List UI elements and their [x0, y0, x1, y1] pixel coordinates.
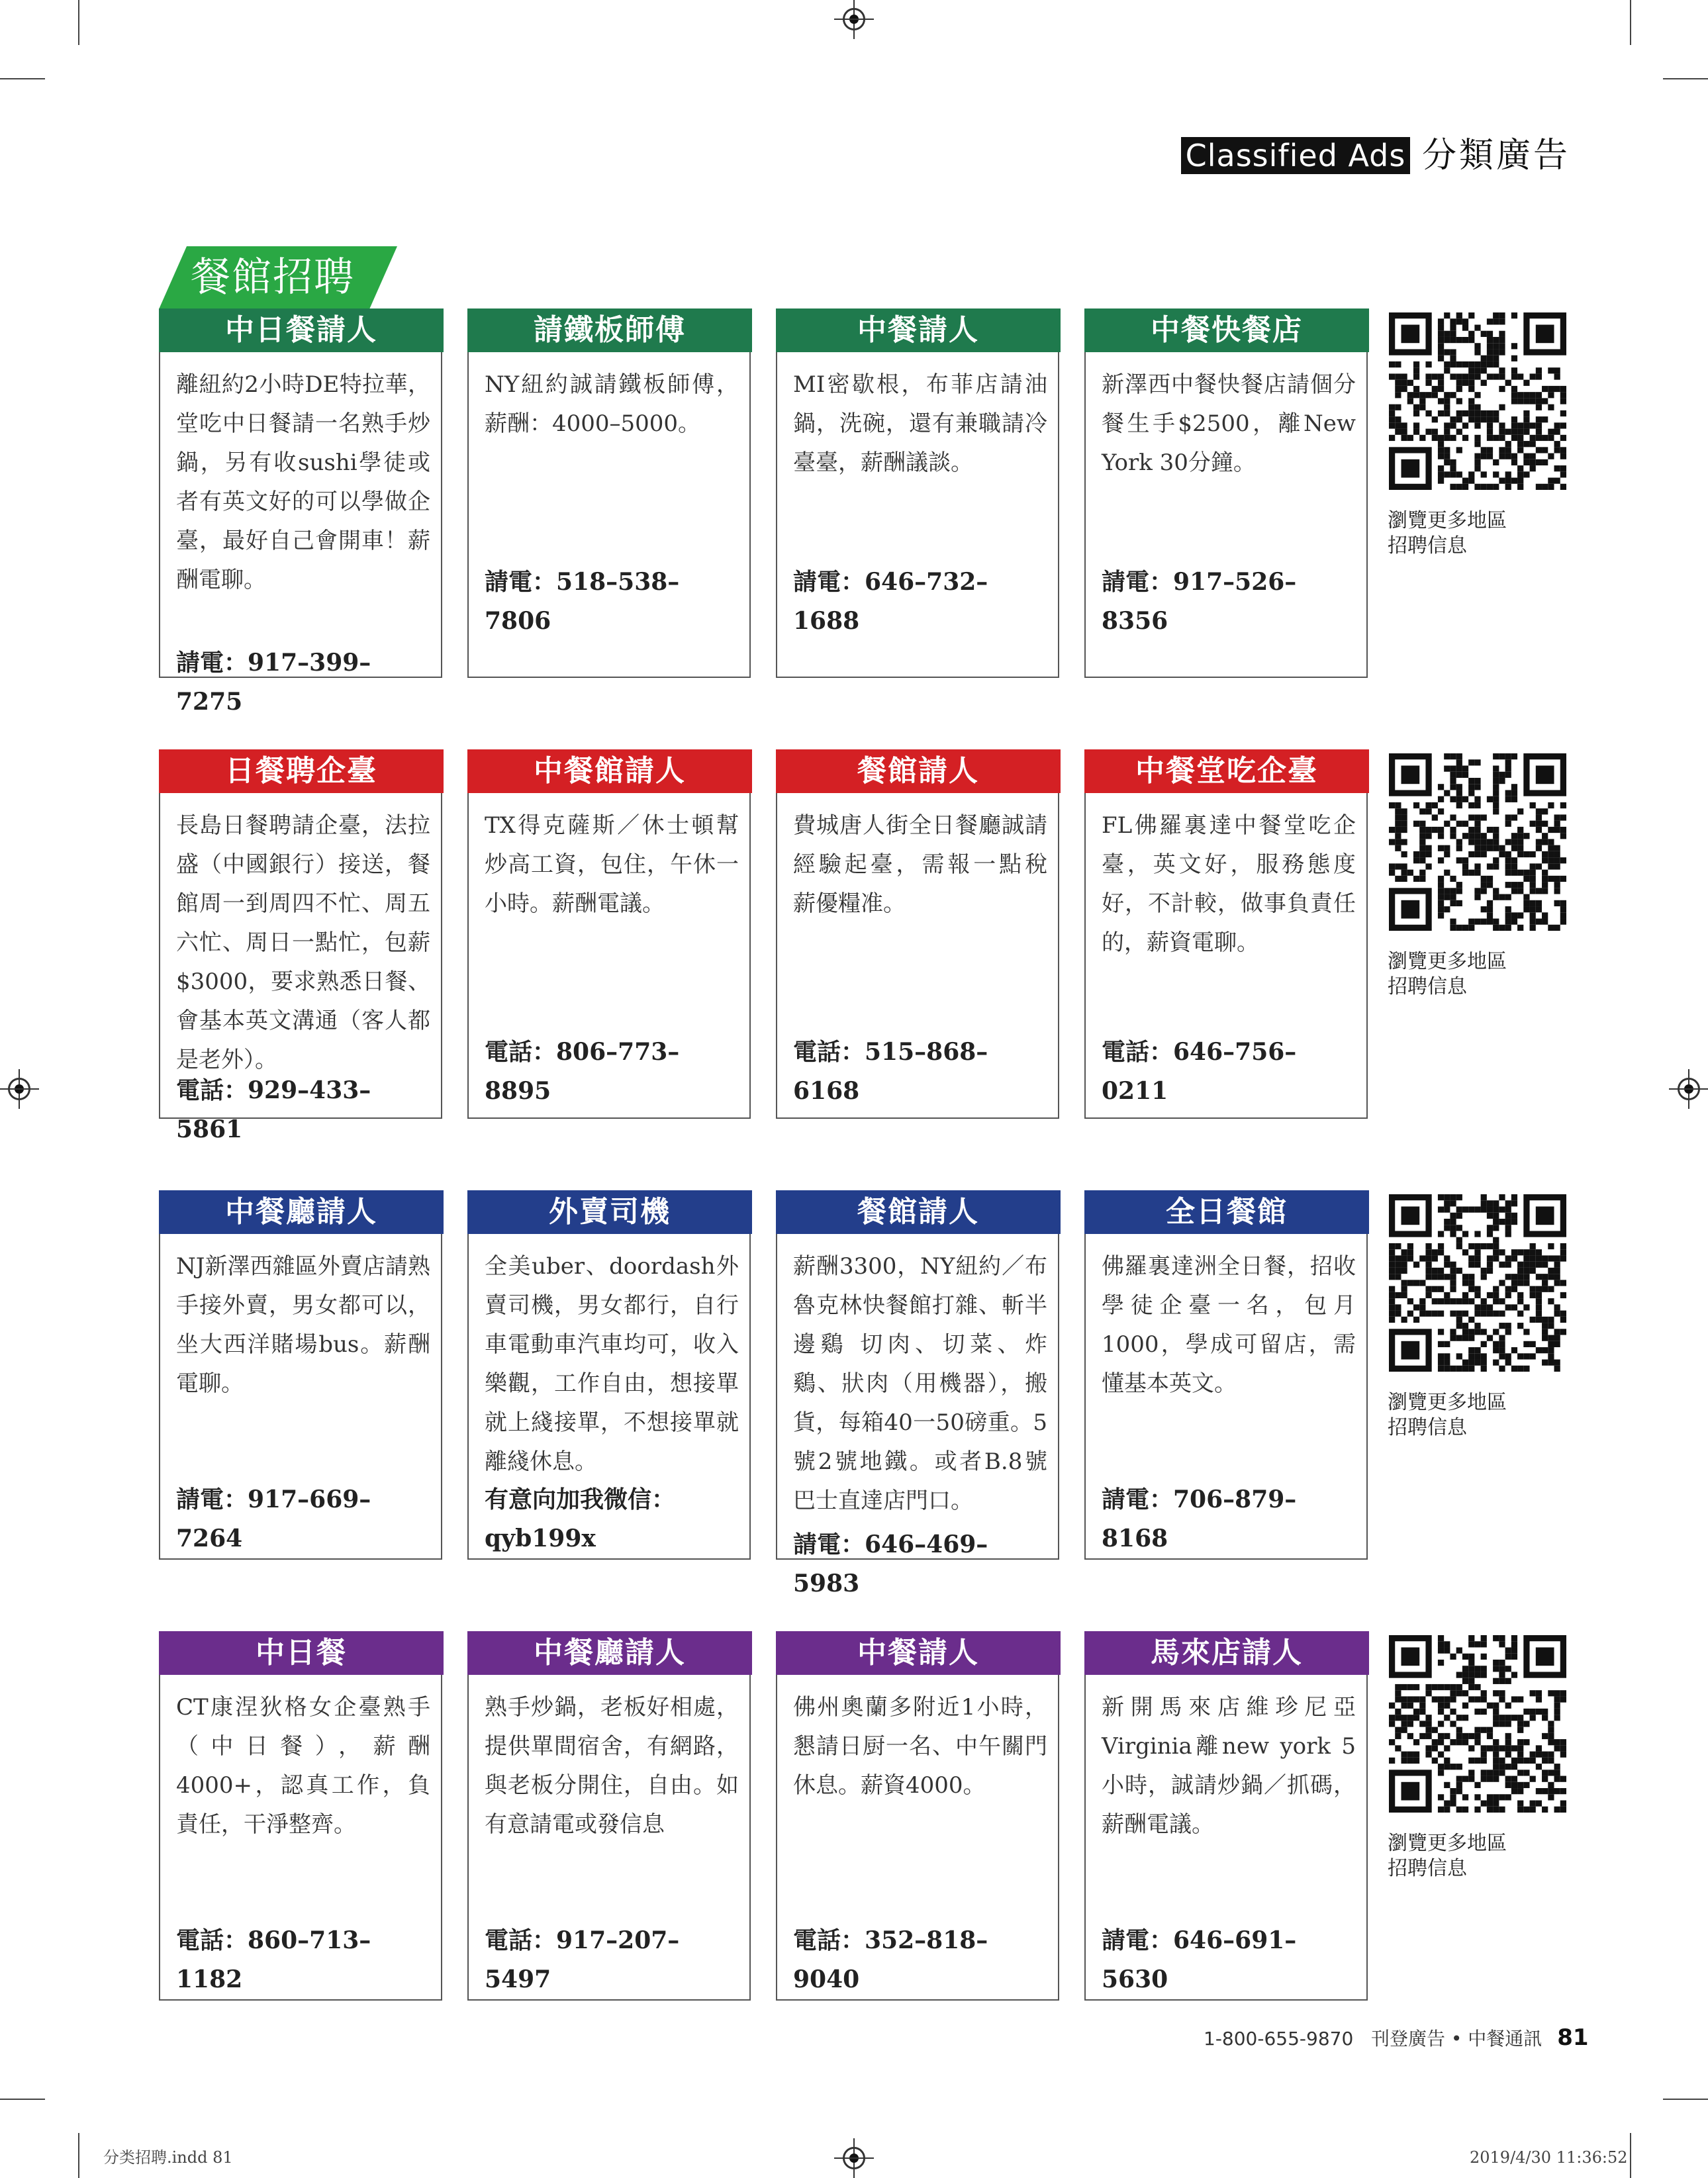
- job-ad-body: TX得克薩斯／休士頓幫炒高工資，包住，午休一小時。薪酬電議。: [485, 812, 739, 917]
- job-ad-card: [467, 749, 751, 1119]
- registration-mark-icon: [843, 2147, 865, 2169]
- job-ad-body: CT康涅狄格女企臺熟手（中日餐），薪酬4000+，認真工作，負責任，干淨整齊。: [176, 1694, 430, 1838]
- job-ad-body: 佛州奧蘭多附近1小時，懇請日厨一名、中午關門休息。薪資4000。: [793, 1694, 1047, 1799]
- job-ad-card: [776, 1631, 1059, 2001]
- registration-mark-icon: [1678, 1078, 1700, 1100]
- job-ad-title: 中日餐請人: [159, 308, 444, 352]
- job-ad-phone: 請電：646–732–1688: [793, 568, 988, 635]
- crop-mark: [78, 0, 79, 45]
- header-title-en: Classified Ads: [1181, 137, 1410, 174]
- job-ad-title: 中餐請人: [776, 1631, 1061, 1675]
- crop-mark: [0, 78, 45, 79]
- job-ad-body: NJ新澤西雜區外賣店請熟手接外賣，男女都可以，坐大西洋賭場bus。薪酬電聊。: [176, 1253, 430, 1397]
- job-ad-title: 全日餐館: [1084, 1190, 1369, 1234]
- qr-code-icon[interactable]: [1389, 1194, 1566, 1372]
- job-ad-title: 中餐快餐店: [1084, 308, 1369, 352]
- job-ad-card: [159, 1631, 442, 2001]
- job-ad-card: [1084, 1631, 1368, 2001]
- job-ad-phone: 電話：929–433–5861: [176, 1076, 371, 1143]
- crop-mark: [0, 2099, 45, 2100]
- job-ad-body: 長島日餐聘請企臺，法拉盛（中國銀行）接送，餐館周一到周四不忙、周五六忙、周日一點忙，包薪$3000，要求熟悉日餐、會基本英文溝通（客人都是老外）。: [176, 812, 430, 1073]
- crop-mark: [1630, 2133, 1631, 2178]
- section-banner: [159, 246, 397, 309]
- job-ad-title: 日餐聘企臺: [159, 749, 444, 793]
- job-ad-phone: 電話：646–756–0211: [1102, 1038, 1297, 1105]
- job-ad-phone: 請電：646–469–5983: [793, 1531, 988, 1597]
- job-ad-body: 費城唐人街全日餐廳誠請經驗起臺，需報一點稅 薪優糧准。: [793, 812, 1047, 917]
- job-ad-card: [1084, 749, 1368, 1119]
- page-footer: [1204, 2024, 1589, 2052]
- job-ad-title: 中餐請人: [776, 308, 1061, 352]
- job-ad-title: 馬來店請人: [1084, 1631, 1369, 1675]
- job-ad-card: [776, 749, 1059, 1119]
- page-number: 81: [1557, 2024, 1589, 2051]
- job-ad-title: 餐館請人: [776, 1190, 1061, 1234]
- qr-caption: 瀏覽更多地區 招聘信息: [1388, 509, 1507, 557]
- job-ad-phone: 請電：917–526–8356: [1102, 568, 1297, 635]
- job-ad-phone: 電話：806–773–8895: [485, 1038, 680, 1105]
- job-ad-card: [1084, 1190, 1368, 1560]
- job-ad-card: [776, 1190, 1059, 1597]
- job-ad-card: [159, 749, 442, 1143]
- job-ad-title: 中餐廳請人: [159, 1190, 444, 1234]
- job-ad-card: [159, 1190, 442, 1560]
- job-ad-body: 全美uber、doordash外賣司機，男女都行，自行車電動車汽車均可，收入樂觀，工作自由，想接單就上綫接單，不想接單就離綫休息。: [485, 1253, 739, 1475]
- qr-caption: 瀏覽更多地區 招聘信息: [1388, 1391, 1507, 1439]
- registration-mark-icon: [843, 8, 865, 30]
- qr-code-icon[interactable]: [1389, 312, 1566, 490]
- job-ad-body: 熟手炒鍋，老板好相處，提供單間宿舍，有網路，與老板分開住，自由。如有意請電或發信息: [485, 1694, 739, 1838]
- job-ad-body: FL佛羅裏達中餐堂吃企臺，英文好，服務態度好，不計較，做事負責任的，薪資電聊。: [1102, 812, 1356, 956]
- job-ad-title: 外賣司機: [467, 1190, 752, 1234]
- qr-code-icon[interactable]: [1389, 753, 1566, 931]
- crop-mark: [1663, 2099, 1708, 2100]
- qr-caption: 瀏覽更多地區 招聘信息: [1388, 950, 1507, 998]
- job-ad-title: 餐館請人: [776, 749, 1061, 793]
- job-ad-phone: 有意向加我微信： qyb199x: [485, 1486, 676, 1552]
- job-ad-body: 新開馬來店維珍尼亞Virginia離new york 5小時，誠請炒鍋／抓碼，薪酬電議。: [1102, 1694, 1356, 1838]
- job-ad-card: [467, 308, 751, 678]
- job-ad-phone: 請電：646–691–5630: [1102, 1926, 1297, 1993]
- job-ad-title: 中餐廳請人: [467, 1631, 752, 1675]
- job-ad-title: 中日餐: [159, 1631, 444, 1675]
- header-title-zh: 分類廣告: [1422, 136, 1571, 175]
- job-ad-card: [159, 308, 442, 716]
- job-ad-phone: 請電：917–669–7264: [176, 1486, 371, 1552]
- job-ad-phone: 電話：860–713–1182: [176, 1926, 371, 1993]
- job-ad-body: MI密歇根，布菲店請油鍋，洗碗，還有兼職請冷臺臺，薪酬議談。: [793, 371, 1047, 476]
- crop-mark: [78, 2133, 79, 2178]
- footer-phone: 1-800-655-9870: [1204, 2028, 1354, 2050]
- slug-datetime: 2019/4/30 11:36:52: [1470, 2148, 1628, 2167]
- qr-caption: 瀏覽更多地區 招聘信息: [1388, 1832, 1507, 1880]
- crop-mark: [1663, 78, 1708, 79]
- slug-filename: 分类招聘.indd 81: [103, 2148, 233, 2167]
- registration-mark-icon: [8, 1078, 30, 1100]
- footer-text: 刊登廣告 • 中餐通訊: [1370, 2028, 1542, 2050]
- job-ad-body: 新澤西中餐快餐店請個分餐生手$2500，離New York 30分鐘。: [1102, 371, 1356, 476]
- job-ad-card: [1084, 308, 1368, 678]
- job-ad-phone: 請電：518–538–7806: [485, 568, 680, 635]
- job-ad-body: NY紐約誠請鐵板師傅，薪酬：4000–5000。: [485, 371, 739, 437]
- job-ad-card: [776, 308, 1059, 678]
- job-ad-phone: 請電：917–399–7275: [176, 649, 371, 716]
- job-ad-card: [467, 1631, 751, 2001]
- qr-code-icon[interactable]: [1389, 1635, 1566, 1813]
- crop-mark: [1630, 0, 1631, 45]
- job-ad-phone: 電話：917–207–5497: [485, 1926, 680, 1993]
- job-ad-body: 薪酬3300，NY紐約／布魯克林快餐館打雜、斬半邊鷄 切肉、切菜、炸鷄、狀肉（用機器），搬貨，每箱40一50磅重。5號2號地鐵。或者B.8號巴士直達店門口。: [793, 1253, 1047, 1514]
- job-ad-phone: 電話：352–818–9040: [793, 1926, 988, 1993]
- job-ad-phone: 請電：706–879–8168: [1102, 1486, 1297, 1552]
- job-ad-phone: 電話：515–868–6168: [793, 1038, 988, 1105]
- job-ad-body: 佛羅裏達洲全日餐，招收學徒企臺一名，包月1000，學成可留店，需懂基本英文。: [1102, 1253, 1356, 1397]
- job-ad-body: 離紐約2小時DE特拉華，堂吃中日餐請一名熟手炒鍋，另有收sushi學徒或者有英文好的可以學做企臺，最好自己會開車！薪酬電聊。: [176, 371, 430, 593]
- job-ad-title: 中餐館請人: [467, 749, 752, 793]
- section-title: 餐館招聘: [191, 254, 355, 301]
- job-ad-card: [467, 1190, 751, 1560]
- job-ad-title: 請鐵板師傅: [467, 308, 752, 352]
- job-ad-title: 中餐堂吃企臺: [1084, 749, 1369, 793]
